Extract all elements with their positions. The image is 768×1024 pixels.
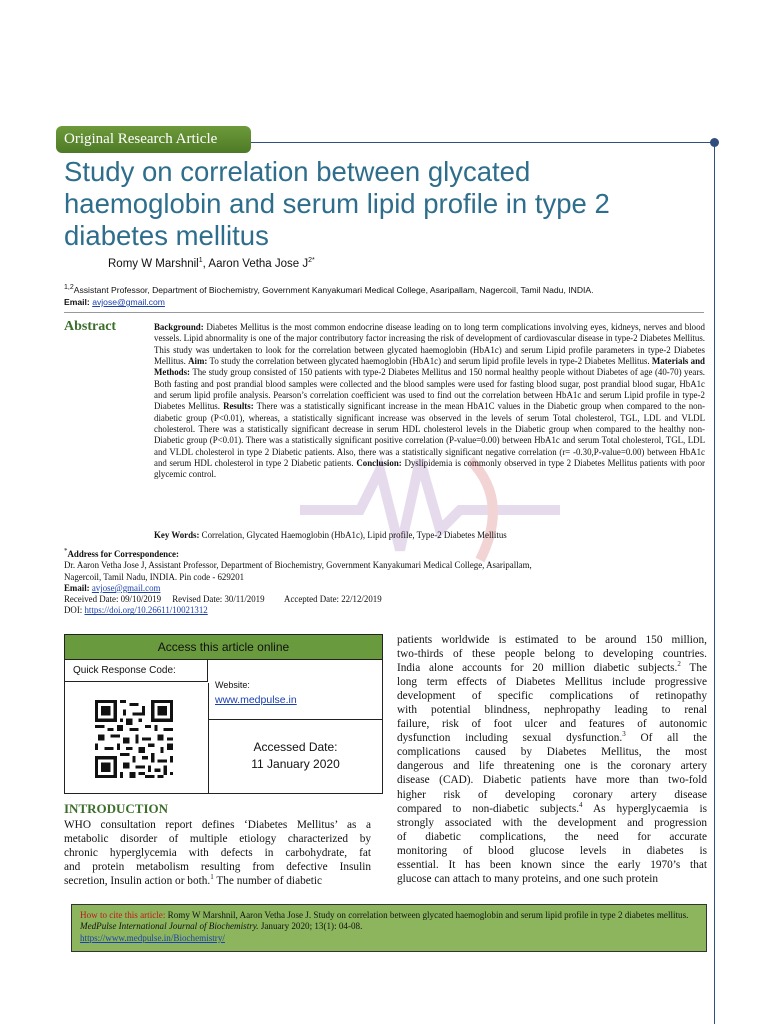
author-list <box>108 258 315 270</box>
abstract-text: Dyslipidemia is commonly observed in type 2 Diabetes Mellitus patients with poor glycemic control. <box>154 458 705 480</box>
text-line: monitoring of blood glucose levels in diabetes is <box>397 844 707 857</box>
qr-label: Quick Response Code: <box>65 660 208 682</box>
text-line: patients worldwide is estimated to be around 150 million, <box>397 634 707 646</box>
keywords-label: Key Words: <box>154 530 200 540</box>
ref-sup: 2 <box>677 660 681 669</box>
cite-url-link[interactable]: https://www.medpulse.in/Biochemistry/ <box>80 932 225 943</box>
text-line: dysfunction including sexual dysfunction. <box>397 732 623 745</box>
article-title <box>64 156 704 252</box>
text-line: essential. It has been known since the early 1970’s that <box>397 858 707 871</box>
abstract-label: Aim: <box>188 356 208 367</box>
text-line: compared to non-diabetic subjects. <box>397 802 580 815</box>
text-line: with potential blindness, nephropathy leading to renal <box>397 704 707 717</box>
accepted-date: Accepted Date: 22/12/2019 <box>284 594 382 605</box>
correspondence-email-label: Email: <box>64 582 90 593</box>
accessed-date-cell <box>209 721 382 793</box>
abstract-label: Conclusion: <box>356 458 402 469</box>
title-line: diabetes mellitus <box>64 220 269 251</box>
access-box-heading: Access this article online <box>65 635 382 660</box>
ref-sup: 1 <box>210 873 214 882</box>
website-label: Website: <box>215 680 250 690</box>
author-sup: 2* <box>308 257 315 265</box>
email-link[interactable]: avjose@gmail.com <box>92 297 165 307</box>
frame-corner-dot <box>710 138 719 147</box>
keywords <box>154 530 507 540</box>
text-line: complications caused by Diabetes Mellitus, the most <box>397 746 707 759</box>
qr-cell <box>65 683 209 793</box>
title-line: Study on correlation between glycated <box>64 156 531 187</box>
abstract-text: There was a statistically significant increase in the mean HbA1C values in the Diabetic group when compared to the non-diabetic group (P<0.01), whereas, a statistically significant increase was observed in the levels of serum Total cholesterol, TGL, LDL and VLDL cholesterol. There was a statistically significant decrease in serum HDL cholesterol levels in the Diabetic group when compared to the healthy non-Diabetic group (P<0.01). There was a statistically significant positive correlation (P-value=0.00) between HbA1c and serum Total cholesterol, TGL, LDL and VLDL cholesterol in type 2 Diabetic patients. Also, there was a statistically significant negative correlation (r= -0.30,P-value=0.00) between HbA1c and serum HDL cholesterol in type 2 Diabetic patients. <box>154 401 706 469</box>
received-date: Received Date: 09/10/2019 <box>64 594 162 605</box>
correspondence-line: Dr. Aaron Vetha Jose J, Assistant Professor, Department of Biochemistry, Government Kanyakumari Medical College, Asaripallam, <box>64 560 532 571</box>
text-line: As hyperglycaemia is <box>592 802 707 815</box>
cite-label: How to cite this article: <box>80 910 166 920</box>
author-name: Romy W Marshnil <box>108 258 199 270</box>
text-line: The <box>689 662 707 675</box>
affiliation <box>64 285 704 296</box>
header-divider <box>64 312 704 313</box>
frame-top-line <box>240 142 715 143</box>
email-label: Email: <box>64 297 90 307</box>
text-line: metabolic disorder of multiple etiology characterized by <box>64 833 371 846</box>
author-sup: 1 <box>198 257 203 265</box>
revised-date: Revised Date: 30/11/2019 <box>172 594 265 605</box>
abstract-heading: Abstract <box>64 319 117 334</box>
how-to-cite-box <box>71 904 707 952</box>
text-line: WHO consultation report defines ‘Diabetes Mellitus’ as a <box>64 819 371 831</box>
text-line: India alone accounts for 20 million diabetic subjects. <box>397 662 678 675</box>
correspondence-email-link[interactable]: avjose@gmail.com <box>91 582 161 593</box>
accessed-date-label: Accessed Date: <box>253 740 338 754</box>
correspondence-block <box>64 549 704 617</box>
intro-column-right <box>397 633 707 886</box>
affiliation-sup: 1,2 <box>64 284 74 292</box>
correspondence-sup: * <box>64 547 68 556</box>
text-line: higher risk of developing coronary artery disease <box>397 788 707 801</box>
doi-label: DOI: <box>64 605 83 616</box>
abstract-text: The study group consisted of 150 patients with type-2 Diabetes Mellitus and 150 normal healthy people without Diabetes of age (40-70) years. Both fasting and post prandial blood samples were collected and the blood samples were used for fasting blood sugar, post prandial blood sugar, HbA1c and serum lipid profile analysis. Pearson’s correlation coefficient was used to find out the correlation between HbA1c and serum Lipid profile in type-2 Diabetes Mellitus. <box>154 367 705 412</box>
abstract-text: Diabetes Mellitus is the most common endocrine disease leading on to long term complications involving eyes, kidneys, nerves and blood vessels. Lipid abnormality is one of the major contributory factor increasing the risk of development of cardiovascular disease in type-2 Diabetes Mellitus. This study was undertaken to look for the correlation between glycated haemoglobin (HbA1c) and serum Lipid profile parameters in type-2 Diabetes Mellitus. <box>154 322 705 367</box>
introduction-heading: INTRODUCTION <box>64 801 169 816</box>
website-cell <box>209 660 382 720</box>
text-line: of diabetic complications, the need for accurate <box>397 830 707 843</box>
cite-text: January 2020; 13(1): 04-08. <box>258 921 363 932</box>
text-line: and protein metabolism resulting from defective Insulin <box>64 861 371 874</box>
author-sep: , <box>202 258 209 270</box>
access-online-box <box>64 634 383 794</box>
text-line: strongly associated with the development and progression <box>397 816 707 829</box>
affiliation-text: Assistant Professor, Department of Biochemistry, Government Kanyakumari Medical College, Asaripallam, Nagercoil, Tamil Nadu, INDIA. <box>73 285 594 295</box>
qr-code-icon[interactable] <box>95 700 173 778</box>
text-line: secretion, Insulin action or both. <box>64 875 211 888</box>
abstract-label: Materials and Methods: <box>154 356 705 378</box>
abstract-body <box>154 322 705 481</box>
text-line: chronic hyperglycemia with defects in carbohydrate, fat <box>64 847 371 860</box>
doi-link[interactable]: https://doi.org/10.26611/10021312 <box>84 605 208 616</box>
cite-journal: MedPulse International Journal of Biochemistry. <box>80 921 259 932</box>
frame-right-line <box>714 142 715 1024</box>
article-type-badge: Original Research Article <box>56 126 251 153</box>
accessed-date-value: 11 January 2020 <box>251 757 340 771</box>
text-line: development of specific complications of retinopathy <box>397 690 707 703</box>
ref-sup: 4 <box>579 800 583 809</box>
text-line: dangerous and life threatening one is the coronary artery <box>397 760 707 773</box>
keywords-text: Correlation, Glycated Haemoglobin (HbA1c), Lipid profile, Type-2 Diabetes Mellitus <box>199 530 507 540</box>
text-line: The number of diabetic <box>216 875 323 888</box>
author-email <box>64 297 165 307</box>
author-name: Aaron Vetha Jose J <box>208 258 309 270</box>
text-line: two-thirds of these people belong to developing countries. <box>397 648 707 661</box>
correspondence-label: Address for Correspondence: <box>67 549 179 559</box>
intro-column-left <box>64 818 371 888</box>
title-line: haemoglobin and serum lipid profile in type 2 <box>64 188 610 219</box>
abstract-label: Results: <box>223 401 254 412</box>
ref-sup: 3 <box>622 730 626 739</box>
text-line: disease (CAD). Diabetic patients have more than two-fold <box>397 774 707 787</box>
website-link[interactable]: www.medpulse.in <box>215 694 297 706</box>
abstract-text: To study the correlation between glycated haemoglobin (HbA1c) and serum lipid profile levels in type-2 Diabetes Mellitus. <box>207 356 652 367</box>
text-line: failure, risk of foot ulcer and features of autonomic <box>397 718 707 731</box>
correspondence-line: Nagercoil, Tamil Nadu, INDIA. Pin code - 629201 <box>64 571 245 582</box>
text-line: Of all the <box>640 732 708 745</box>
abstract-label: Background: <box>154 322 204 332</box>
cite-text: Romy W Marshnil, Aaron Vetha Jose J. Study on correlation between glycated haemoglobin and serum lipid profile in type 2 diabetes mellitus. <box>165 910 689 920</box>
text-line: glucose can attach to many proteins, and one such protein <box>397 872 659 885</box>
text-line: long term effects of Diabetes Mellitus include progressive <box>397 676 707 689</box>
